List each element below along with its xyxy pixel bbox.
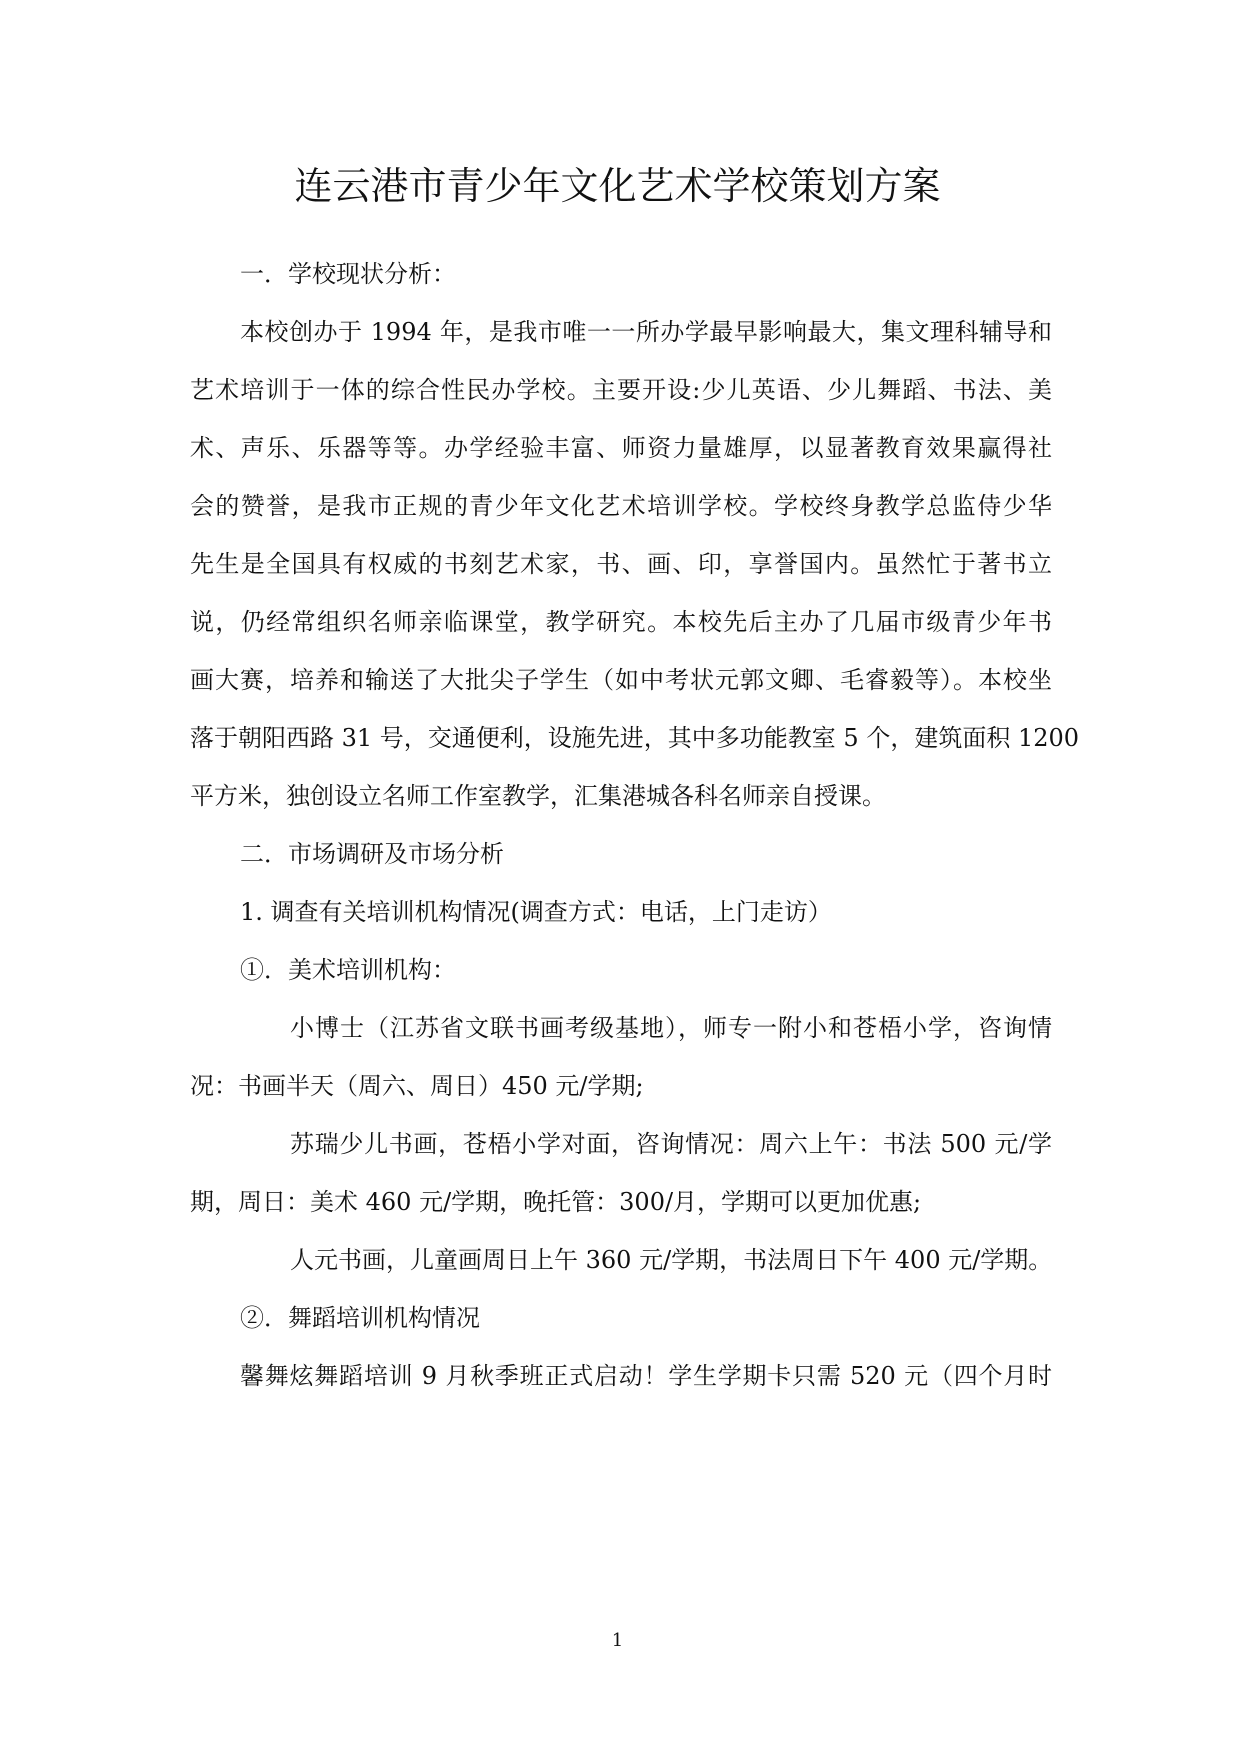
- para1-line-8: 落于朝阳西路 31 号，交通便利，设施先进，其中多功能教室 5 个，建筑面积 1200: [190, 724, 1080, 752]
- document-title: 连云港市青少年文化艺术学校策划方案: [294, 164, 941, 208]
- section1-heading: 一．学校现状分析：: [240, 260, 456, 288]
- para1-line-3: 术、声乐、乐器等等。办学经验丰富、师资力量雄厚，以显著教育效果赢得社: [190, 434, 1052, 462]
- art-item2-line-1: 苏瑞少儿书画，苍梧小学对面，咨询情况：周六上午：书法 500 元/学: [290, 1130, 1052, 1158]
- para1-line-2: 艺术培训于一体的综合性民办学校。主要开设:少儿英语、少儿舞蹈、书法、美: [190, 376, 1052, 404]
- subsection1-heading: 1. 调查有关培训机构情况(调查方式：电话，上门走访）: [240, 898, 832, 926]
- art-item2-line-2: 期，周日：美术 460 元/学期，晚托管：300/月，学期可以更加优惠;: [190, 1188, 922, 1216]
- section2-heading: 二．市场调研及市场分析: [240, 840, 504, 868]
- art-item1-line-2: 况：书画半天（周六、周日）450 元/学期;: [190, 1072, 644, 1100]
- para1-line-6: 说，仍经常组织名师亲临课堂，教学研究。本校先后主办了几届市级青少年书: [190, 608, 1052, 636]
- dance-para-line-1: 馨舞炫舞蹈培训 9 月秋季班正式启动！学生学期卡只需 520 元（四个月时: [240, 1362, 1052, 1390]
- art-item1-line-1: 小博士（江苏省文联书画考级基地），师专一附小和苍梧小学，咨询情: [290, 1014, 1052, 1042]
- page-number: 1: [611, 1630, 624, 1651]
- para1-line-5: 先生是全国具有权威的书刻艺术家，书、画、印，享誉国内。虽然忙于著书立: [190, 550, 1052, 578]
- para1-line-7: 画大赛，培养和输送了大批尖子学生（如中考状元郭文卿、毛睿毅等）。本校坐: [190, 666, 1052, 694]
- para1-line-1: 本校创办于 1994 年，是我市唯一一所办学最早影响最大，集文理科辅导和: [240, 318, 1052, 346]
- art-item3: 人元书画，儿童画周日上午 360 元/学期，书法周日下午 400 元/学期。: [290, 1246, 1053, 1274]
- dance-institutions-heading: ②．舞蹈培训机构情况: [240, 1304, 480, 1332]
- para1-line-4: 会的赞誉，是我市正规的青少年文化艺术培训学校。学校终身教学总监侍少华: [190, 492, 1052, 520]
- art-institutions-heading: ①．美术培训机构：: [240, 956, 456, 984]
- para1-line-9: 平方米，独创设立名师工作室教学，汇集港城各科名师亲自授课。: [190, 782, 886, 810]
